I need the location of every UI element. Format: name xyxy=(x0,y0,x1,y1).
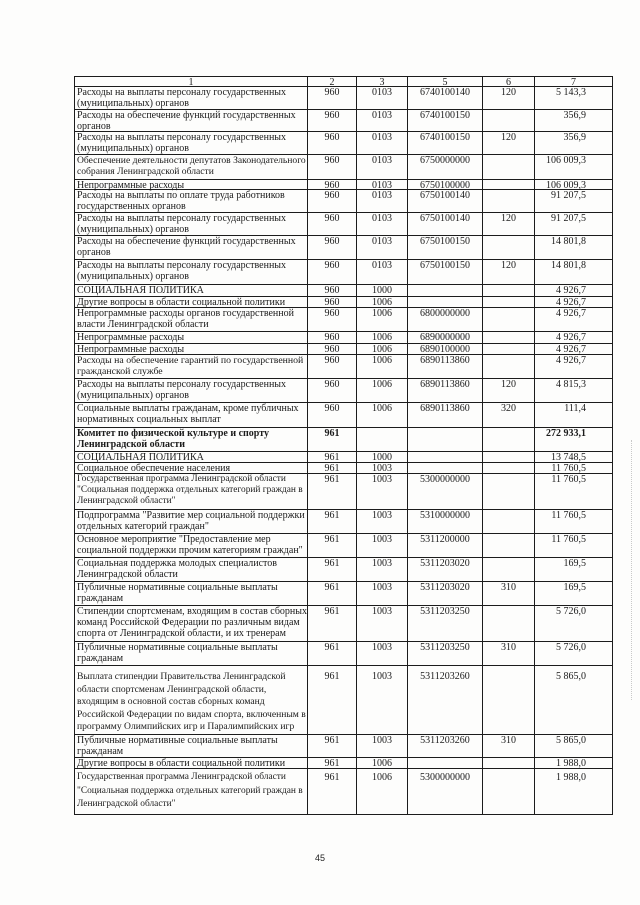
target-article-cell: 6890113860 xyxy=(408,355,483,379)
dept-code-cell: 961 xyxy=(308,735,357,758)
expense-type-cell: 310 xyxy=(483,735,535,758)
dept-code-cell: 961 xyxy=(308,582,357,606)
expense-type-cell xyxy=(483,666,535,735)
section-code-cell: 1006 xyxy=(357,308,408,332)
amount-cell: 106 009,3 xyxy=(535,180,613,190)
row-name-cell: Государственная программа Ленинградской области "Социальная поддержка отдельных категорий граждан в Ленинградской области" xyxy=(75,474,308,510)
row-name-cell: Расходы на обеспечение функций государственных органов xyxy=(75,236,308,260)
expense-type-cell: 120 xyxy=(483,87,535,110)
amount-cell: 4 926,7 xyxy=(535,308,613,332)
dept-code-cell: 960 xyxy=(308,332,357,344)
target-article-cell: 5300000000 xyxy=(408,769,483,815)
target-article-cell: 5300000000 xyxy=(408,474,483,510)
row-name-cell: СОЦИАЛЬНАЯ ПОЛИТИКА xyxy=(75,452,308,463)
row-name-cell: Публичные нормативные социальные выплаты гражданам xyxy=(75,735,308,758)
amount-cell: 4 926,7 xyxy=(535,297,613,308)
amount-cell: 4 926,7 xyxy=(535,332,613,344)
dept-code-cell: 961 xyxy=(308,428,357,452)
section-code-cell: 1003 xyxy=(357,642,408,666)
section-code-cell: 0103 xyxy=(357,87,408,110)
expense-type-cell: 120 xyxy=(483,260,535,285)
target-article-cell: 6750100140 xyxy=(408,190,483,213)
section-code-cell: 1003 xyxy=(357,582,408,606)
expense-type-cell xyxy=(483,428,535,452)
expense-type-cell xyxy=(483,758,535,769)
expense-type-cell xyxy=(483,190,535,213)
target-article-cell xyxy=(408,463,483,474)
expense-type-cell: 120 xyxy=(483,132,535,155)
budget-table xyxy=(74,76,613,815)
row-name-cell: Расходы на выплаты персоналу государственных (муниципальных) органов xyxy=(75,260,308,285)
row-name-cell: Непрограммные расходы органов государственной власти Ленинградской области xyxy=(75,308,308,332)
row-name-cell: Основное мероприятие "Предоставление мер социальной поддержки прочим категориям граждан" xyxy=(75,534,308,558)
amount-cell: 4 926,7 xyxy=(535,355,613,379)
dept-code-cell: 961 xyxy=(308,558,357,582)
amount-cell: 169,5 xyxy=(535,582,613,606)
row-name-cell: Расходы на выплаты персоналу государственных (муниципальных) органов xyxy=(75,213,308,236)
expense-type-cell xyxy=(483,110,535,132)
expense-type-cell xyxy=(483,606,535,642)
amount-cell: 14 801,8 xyxy=(535,260,613,285)
row-name-cell: Расходы на выплаты персоналу государственных (муниципальных) органов xyxy=(75,87,308,110)
row-name-cell: СОЦИАЛЬНАЯ ПОЛИТИКА xyxy=(75,285,308,297)
target-article-cell: 6740100150 xyxy=(408,132,483,155)
dept-code-cell: 961 xyxy=(308,666,357,735)
section-code-cell: 0103 xyxy=(357,132,408,155)
section-code-cell: 0103 xyxy=(357,236,408,260)
page-number: 45 xyxy=(314,853,325,863)
section-code-cell: 1003 xyxy=(357,510,408,534)
dept-code-cell: 961 xyxy=(308,463,357,474)
expense-type-cell xyxy=(483,474,535,510)
expense-type-cell: 320 xyxy=(483,403,535,428)
section-code-cell: 1006 xyxy=(357,332,408,344)
row-name-cell: Расходы на обеспечение функций государственных органов xyxy=(75,110,308,132)
target-article-cell: 5311203250 xyxy=(408,606,483,642)
target-article-cell: 6750100150 xyxy=(408,260,483,285)
row-name-cell: Другие вопросы в области социальной политики xyxy=(75,758,308,769)
column-header: 7 xyxy=(535,77,613,87)
amount-cell: 91 207,5 xyxy=(535,213,613,236)
expense-type-cell xyxy=(483,332,535,344)
row-name-cell: Публичные нормативные социальные выплаты гражданам xyxy=(75,582,308,606)
amount-cell: 5 865,0 xyxy=(535,735,613,758)
section-code-cell: 0103 xyxy=(357,180,408,190)
row-name-cell: Расходы на выплаты персоналу государственных (муниципальных) органов xyxy=(75,379,308,403)
column-header: 1 xyxy=(75,77,308,87)
row-name-cell: Непрограммные расходы xyxy=(75,332,308,344)
row-name-cell: Социальные выплаты гражданам, кроме публичных нормативных социальных выплат xyxy=(75,403,308,428)
target-article-cell: 5311203250 xyxy=(408,642,483,666)
expense-type-cell: 310 xyxy=(483,642,535,666)
amount-cell: 5 143,3 xyxy=(535,87,613,110)
expense-type-cell xyxy=(483,355,535,379)
target-article-cell xyxy=(408,758,483,769)
amount-cell: 11 760,5 xyxy=(535,463,613,474)
dept-code-cell: 960 xyxy=(308,297,357,308)
row-name-cell: Государственная программа Ленинградской области "Социальная поддержка отдельных категорий граждан в Ленинградской области" xyxy=(75,769,308,815)
expense-type-cell xyxy=(483,285,535,297)
target-article-cell: 5311203260 xyxy=(408,666,483,735)
dept-code-cell: 961 xyxy=(308,510,357,534)
dept-code-cell: 960 xyxy=(308,180,357,190)
dept-code-cell: 960 xyxy=(308,132,357,155)
dept-code-cell: 961 xyxy=(308,534,357,558)
expense-type-cell xyxy=(483,344,535,355)
section-code-cell: 0103 xyxy=(357,260,408,285)
expense-type-cell: 310 xyxy=(483,582,535,606)
row-name-cell: Выплата стипендии Правительства Ленинградской области спортсменам Ленинградской области, входящим в основной состав сборных команд Российской Федерации по видам спорта, включенным в программу Олимпийских игр и Паралимпийских игр xyxy=(75,666,308,735)
amount-cell: 11 760,5 xyxy=(535,474,613,510)
dept-code-cell: 961 xyxy=(308,606,357,642)
column-header: 5 xyxy=(408,77,483,87)
dept-code-cell: 961 xyxy=(308,769,357,815)
amount-cell: 4 926,7 xyxy=(535,344,613,355)
section-code-cell: 0103 xyxy=(357,213,408,236)
target-article-cell: 6750100150 xyxy=(408,236,483,260)
row-name-cell: Расходы на обеспечение гарантий по государственной гражданской службе xyxy=(75,355,308,379)
target-article-cell xyxy=(408,428,483,452)
dept-code-cell: 960 xyxy=(308,87,357,110)
row-name-cell: Расходы на выплаты по оплате труда работников государственных органов xyxy=(75,190,308,213)
section-code-cell: 1003 xyxy=(357,735,408,758)
section-code-cell: 1006 xyxy=(357,297,408,308)
expense-type-cell xyxy=(483,534,535,558)
row-name-cell: Непрограммные расходы xyxy=(75,180,308,190)
section-code-cell: 1003 xyxy=(357,558,408,582)
section-code-cell: 1003 xyxy=(357,463,408,474)
section-code-cell: 1003 xyxy=(357,474,408,510)
amount-cell: 106 009,3 xyxy=(535,155,613,180)
expense-type-cell xyxy=(483,510,535,534)
row-name-cell: Другие вопросы в области социальной политики xyxy=(75,297,308,308)
target-article-cell: 6890100000 xyxy=(408,344,483,355)
amount-cell: 356,9 xyxy=(535,132,613,155)
target-article-cell: 5310000000 xyxy=(408,510,483,534)
expense-type-cell xyxy=(483,180,535,190)
target-article-cell: 6890113860 xyxy=(408,379,483,403)
expense-type-cell xyxy=(483,155,535,180)
row-name-cell: Непрограммные расходы xyxy=(75,344,308,355)
section-code-cell: 0103 xyxy=(357,155,408,180)
target-article-cell: 6800000000 xyxy=(408,308,483,332)
amount-cell: 169,5 xyxy=(535,558,613,582)
section-code-cell: 0103 xyxy=(357,190,408,213)
target-article-cell xyxy=(408,452,483,463)
target-article-cell: 5311203020 xyxy=(408,558,483,582)
amount-cell: 4 926,7 xyxy=(535,285,613,297)
section-code-cell: 1006 xyxy=(357,344,408,355)
expense-type-cell: 120 xyxy=(483,379,535,403)
row-name-cell: Стипендии спортсменам, входящим в состав сборных команд Российской Федерации по различным видам спорта от Ленинградской области, и их тренерам xyxy=(75,606,308,642)
expense-type-cell xyxy=(483,558,535,582)
column-header: 3 xyxy=(357,77,408,87)
dept-code-cell: 960 xyxy=(308,355,357,379)
dept-code-cell: 961 xyxy=(308,758,357,769)
amount-cell: 272 933,1 xyxy=(535,428,613,452)
amount-cell: 91 207,5 xyxy=(535,190,613,213)
section-code-cell xyxy=(357,428,408,452)
dept-code-cell: 960 xyxy=(308,110,357,132)
target-article-cell: 6740100140 xyxy=(408,87,483,110)
dept-code-cell: 960 xyxy=(308,344,357,355)
target-article-cell: 5311203260 xyxy=(408,735,483,758)
target-article-cell: 6890000000 xyxy=(408,332,483,344)
target-article-cell: 6750100000 xyxy=(408,180,483,190)
amount-cell: 1 988,0 xyxy=(535,769,613,815)
row-name-cell: Подпрограмма "Развитие мер социальной поддержки отдельных категорий граждан" xyxy=(75,510,308,534)
target-article-cell: 6750000000 xyxy=(408,155,483,180)
target-article-cell: 5311200000 xyxy=(408,534,483,558)
row-name-cell: Публичные нормативные социальные выплаты гражданам xyxy=(75,642,308,666)
section-code-cell: 1000 xyxy=(357,285,408,297)
amount-cell: 11 760,5 xyxy=(535,534,613,558)
expense-type-cell: 120 xyxy=(483,213,535,236)
expense-type-cell xyxy=(483,236,535,260)
column-header: 6 xyxy=(483,77,535,87)
section-code-cell: 1003 xyxy=(357,666,408,735)
amount-cell: 5 865,0 xyxy=(535,666,613,735)
row-name-cell: Социальная поддержка молодых специалистов Ленинградской области xyxy=(75,558,308,582)
row-name-cell: Комитет по физической культуре и спорту Ленинградской области xyxy=(75,428,308,452)
target-article-cell: 6890113860 xyxy=(408,403,483,428)
section-code-cell: 0103 xyxy=(357,110,408,132)
dept-code-cell: 960 xyxy=(308,379,357,403)
dept-code-cell: 960 xyxy=(308,190,357,213)
row-name-cell: Социальное обеспечение населения xyxy=(75,463,308,474)
section-code-cell: 1006 xyxy=(357,758,408,769)
dept-code-cell: 960 xyxy=(308,260,357,285)
amount-cell: 5 726,0 xyxy=(535,642,613,666)
amount-cell: 1 988,0 xyxy=(535,758,613,769)
amount-cell: 13 748,5 xyxy=(535,452,613,463)
amount-cell: 14 801,8 xyxy=(535,236,613,260)
target-article-cell: 6750100140 xyxy=(408,213,483,236)
scan-edge-mark xyxy=(631,440,632,700)
section-code-cell: 1006 xyxy=(357,355,408,379)
amount-cell: 11 760,5 xyxy=(535,510,613,534)
amount-cell: 356,9 xyxy=(535,110,613,132)
column-header: 2 xyxy=(308,77,357,87)
dept-code-cell: 960 xyxy=(308,236,357,260)
amount-cell: 5 726,0 xyxy=(535,606,613,642)
section-code-cell: 1003 xyxy=(357,534,408,558)
dept-code-cell: 960 xyxy=(308,213,357,236)
expense-type-cell xyxy=(483,297,535,308)
dept-code-cell: 960 xyxy=(308,308,357,332)
section-code-cell: 1003 xyxy=(357,606,408,642)
target-article-cell xyxy=(408,297,483,308)
section-code-cell: 1006 xyxy=(357,769,408,815)
section-code-cell: 1006 xyxy=(357,403,408,428)
target-article-cell: 5311203020 xyxy=(408,582,483,606)
target-article-cell xyxy=(408,285,483,297)
dept-code-cell: 961 xyxy=(308,642,357,666)
expense-type-cell xyxy=(483,452,535,463)
expense-type-cell xyxy=(483,769,535,815)
section-code-cell: 1000 xyxy=(357,452,408,463)
dept-code-cell: 961 xyxy=(308,452,357,463)
expense-type-cell xyxy=(483,463,535,474)
dept-code-cell: 960 xyxy=(308,155,357,180)
target-article-cell: 6740100150 xyxy=(408,110,483,132)
row-name-cell: Расходы на выплаты персоналу государственных (муниципальных) органов xyxy=(75,132,308,155)
amount-cell: 111,4 xyxy=(535,403,613,428)
amount-cell: 4 815,3 xyxy=(535,379,613,403)
dept-code-cell: 961 xyxy=(308,474,357,510)
dept-code-cell: 960 xyxy=(308,285,357,297)
expense-type-cell xyxy=(483,308,535,332)
row-name-cell: Обеспечение деятельности депутатов Законодательного собрания Ленинградской области xyxy=(75,155,308,180)
section-code-cell: 1006 xyxy=(357,379,408,403)
dept-code-cell: 960 xyxy=(308,403,357,428)
